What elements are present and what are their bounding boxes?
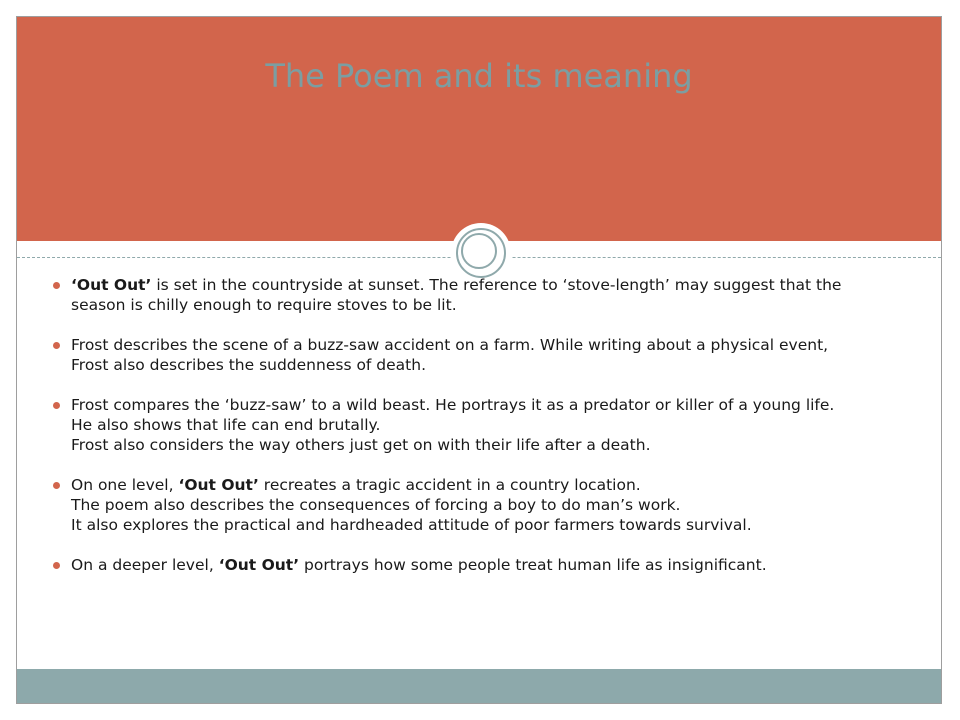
- bullet-text: Frost also describes the suddenness of death.: [71, 356, 427, 374]
- bullet-line: [71, 555, 913, 575]
- bullet-text: Frost also considers the way others just get on with their life after a death.: [71, 436, 651, 454]
- bullet-text: It also explores the practical and hardheaded attitude of poor farmers towards survival.: [71, 516, 752, 534]
- divider-circle-inner-ring: [461, 233, 497, 269]
- bullet-line: [71, 435, 913, 455]
- bullet-list: [53, 275, 913, 595]
- bullet-dot-icon: [53, 402, 60, 409]
- bullet-line: [71, 495, 913, 515]
- bullet-text: season is chilly enough to require stoves to be lit.: [71, 296, 457, 314]
- bullet-item: [53, 335, 913, 375]
- poem-title-emphasis: ‘Out Out’: [71, 276, 152, 294]
- bullet-line: [71, 395, 913, 415]
- bullet-item: [53, 275, 913, 315]
- bullet-text: The poem also describes the consequences of forcing a boy to do man’s work.: [71, 496, 681, 514]
- divider-circle-ring: [456, 228, 506, 278]
- bullet-text: portrays how some people treat human life as insignificant.: [299, 556, 767, 574]
- bullet-line: [71, 295, 913, 315]
- bullet-text: On one level,: [71, 476, 179, 494]
- bullet-line: [71, 275, 913, 295]
- bullet-line: [71, 335, 913, 355]
- bullet-text: Frost compares the ‘buzz-saw’ to a wild beast. He portrays it as a predator or killer of a young life.: [71, 396, 835, 414]
- footer-bar: [17, 669, 941, 703]
- bullet-line: [71, 515, 913, 535]
- bullet-dot-icon: [53, 282, 60, 289]
- bullet-text: recreates a tragic accident in a country location.: [258, 476, 641, 494]
- bullet-item: [53, 395, 913, 455]
- poem-title-emphasis: ‘Out Out’: [218, 556, 300, 574]
- bullet-item: [53, 555, 913, 575]
- bullet-line: [71, 355, 913, 375]
- poem-title-emphasis: ‘Out Out’: [178, 476, 259, 494]
- bullet-line: [71, 475, 913, 495]
- bullet-text: On a deeper level,: [71, 556, 219, 574]
- bullet-text: He also shows that life can end brutally.: [71, 416, 381, 434]
- bullet-item: [53, 475, 913, 535]
- bullet-dot-icon: [53, 342, 60, 349]
- bullet-text: is set in the countryside at sunset. The reference to ‘stove-length’ may suggest that the: [151, 276, 842, 294]
- bullet-dot-icon: [53, 482, 60, 489]
- divider-circle-icon: [451, 223, 511, 283]
- bullet-text: Frost describes the scene of a buzz-saw accident on a farm. While writing about a physical event,: [71, 336, 829, 354]
- bullet-line: [71, 415, 913, 435]
- slide: [16, 16, 942, 704]
- title-banner: [17, 17, 941, 241]
- bullet-dot-icon: [53, 562, 60, 569]
- slide-title: The Poem and its meaning: [265, 57, 693, 95]
